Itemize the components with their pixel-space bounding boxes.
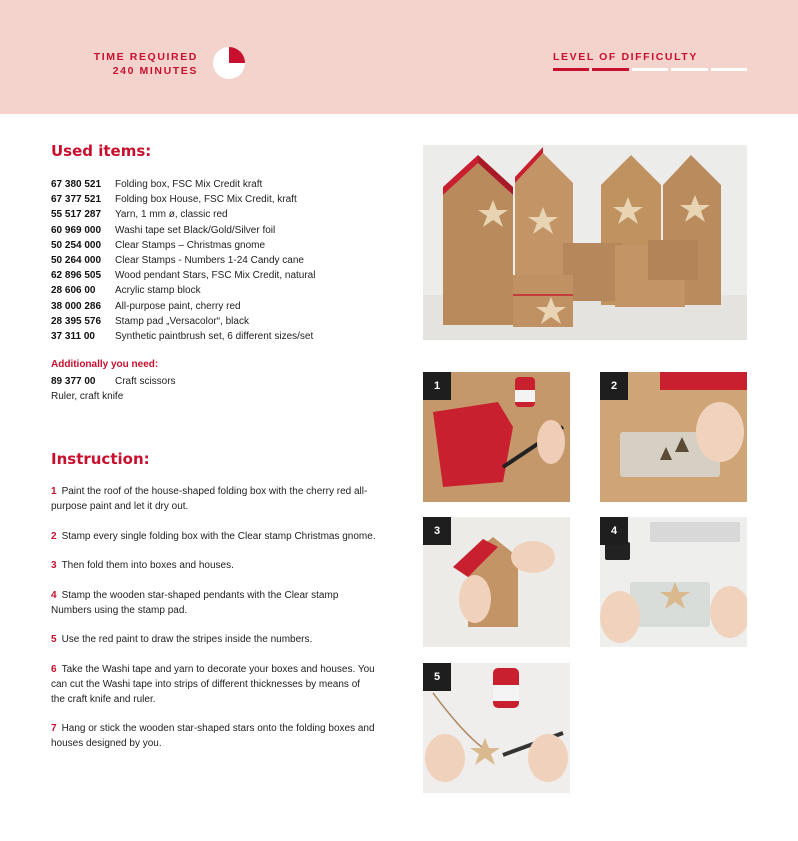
instruction-step [51, 662, 376, 707]
additional-item-description: Craft scissors [115, 376, 176, 387]
item-number: 37 311 00 [51, 331, 95, 343]
step-number: 1 [51, 486, 57, 497]
step-text: Then fold them into boxes and houses. [61, 560, 234, 571]
step-text: Stamp the wooden star-shaped pendants with the Clear stamp Numbers using the stamp pad. [51, 589, 339, 616]
item-number: 62 896 505 [51, 270, 102, 282]
item-number: 50 264 000 [51, 255, 102, 267]
used-item-row [51, 192, 371, 207]
step-number: 5 [51, 634, 57, 645]
item-number: 38 000 286 [51, 300, 102, 312]
step-badge: 4 [600, 517, 628, 545]
item-description: Stamp pad „Versacolor“, black [115, 315, 249, 327]
difficulty-segment [592, 68, 628, 71]
used-item-row [51, 207, 371, 222]
step-number: 6 [51, 663, 57, 675]
difficulty-meter [553, 68, 747, 71]
step-text: Stamp every single folding box with the Clear stamp Christmas gnome. [61, 530, 376, 542]
step-badge: 2 [600, 372, 628, 400]
used-item-row [51, 329, 371, 344]
difficulty-label: LEVEL OF DIFFICULTY [553, 51, 698, 63]
item-description: Folding box, FSC Mix Credit kraft [115, 179, 263, 190]
used-item-row [51, 299, 371, 314]
instruction-step [51, 529, 376, 544]
item-description: Folding box House, FSC Mix Credit, kraft [115, 194, 297, 206]
step-badge: 5 [423, 663, 451, 691]
difficulty-segment [711, 68, 747, 71]
used-item-row [51, 314, 371, 329]
step-text: Use the red paint to draw the stripes inside the numbers. [61, 634, 313, 645]
step-number: 2 [51, 530, 57, 542]
step-text: Take the Washi tape and yarn to decorate your boxes and houses. You can cut the Washi tape into strips of different thicknesses by means of the craft knife and ruler. [51, 663, 375, 705]
step-photo-4 [600, 517, 747, 647]
difficulty-segment [553, 68, 589, 71]
item-number: 67 380 521 [51, 179, 102, 190]
header-band [0, 0, 798, 114]
used-item-row [51, 283, 371, 298]
used-item-row [51, 268, 371, 283]
item-description: Synthetic paintbrush set, 6 different sizes/set [115, 331, 314, 343]
difficulty-segment [632, 68, 668, 71]
item-number: 28 606 00 [51, 285, 96, 297]
instruction-step [51, 558, 376, 573]
step-photo-5 [423, 663, 570, 793]
instruction-title: Instruction: [51, 450, 150, 468]
instruction-step [51, 632, 376, 647]
time-required-value: 240 MINUTES [112, 65, 198, 77]
used-items-list [51, 177, 371, 344]
step-badge: 1 [423, 372, 451, 400]
clock-icon [212, 46, 246, 80]
used-item-row [51, 177, 371, 192]
item-description: Washi tape set Black/Gold/Silver foil [115, 224, 276, 236]
additional-extra: Ruler, craft knife [51, 391, 124, 403]
item-description: Yarn, 1 mm ø, classic red [115, 209, 228, 221]
item-number: 60 969 000 [51, 224, 102, 236]
additional-item-number: 89 377 00 [51, 376, 96, 387]
step-badge: 3 [423, 517, 451, 545]
instruction-step [51, 588, 376, 618]
item-description: Clear Stamps – Christmas gnome [115, 239, 266, 251]
time-required-label: TIME REQUIRED [93, 51, 198, 63]
step-number: 4 [51, 589, 57, 601]
additional-title: Additionally you need: [51, 359, 159, 370]
step-photo-1 [423, 372, 570, 502]
item-description: Acrylic stamp block [115, 285, 201, 297]
item-number: 50 254 000 [51, 239, 102, 251]
instruction-step [51, 721, 376, 751]
used-item-row [51, 238, 371, 253]
used-item-row [51, 223, 371, 238]
item-number: 67 377 521 [51, 194, 102, 206]
difficulty-segment [671, 68, 707, 71]
step-text: Paint the roof of the house-shaped folding box with the cherry red all-purpose paint and let it dry out. [51, 486, 368, 512]
instruction-steps [51, 484, 376, 766]
step-number: 3 [51, 560, 57, 571]
item-description: All-purpose paint, cherry red [115, 300, 241, 312]
additional-list [51, 374, 176, 405]
used-items-title: Used items: [51, 142, 152, 160]
item-description: Wood pendant Stars, FSC Mix Credit, natural [115, 270, 316, 282]
step-photo-2 [600, 372, 747, 502]
item-number: 28 395 576 [51, 315, 102, 327]
step-photo-3 [423, 517, 570, 647]
step-text: Hang or stick the wooden star-shaped stars onto the folding boxes and houses designed by you. [51, 723, 375, 749]
used-item-row [51, 253, 371, 268]
hero-photo [423, 145, 747, 340]
item-number: 55 517 287 [51, 209, 102, 221]
instruction-step [51, 484, 376, 514]
step-number: 7 [51, 723, 57, 734]
item-description: Clear Stamps - Numbers 1-24 Candy cane [115, 255, 304, 267]
time-required [60, 50, 198, 78]
